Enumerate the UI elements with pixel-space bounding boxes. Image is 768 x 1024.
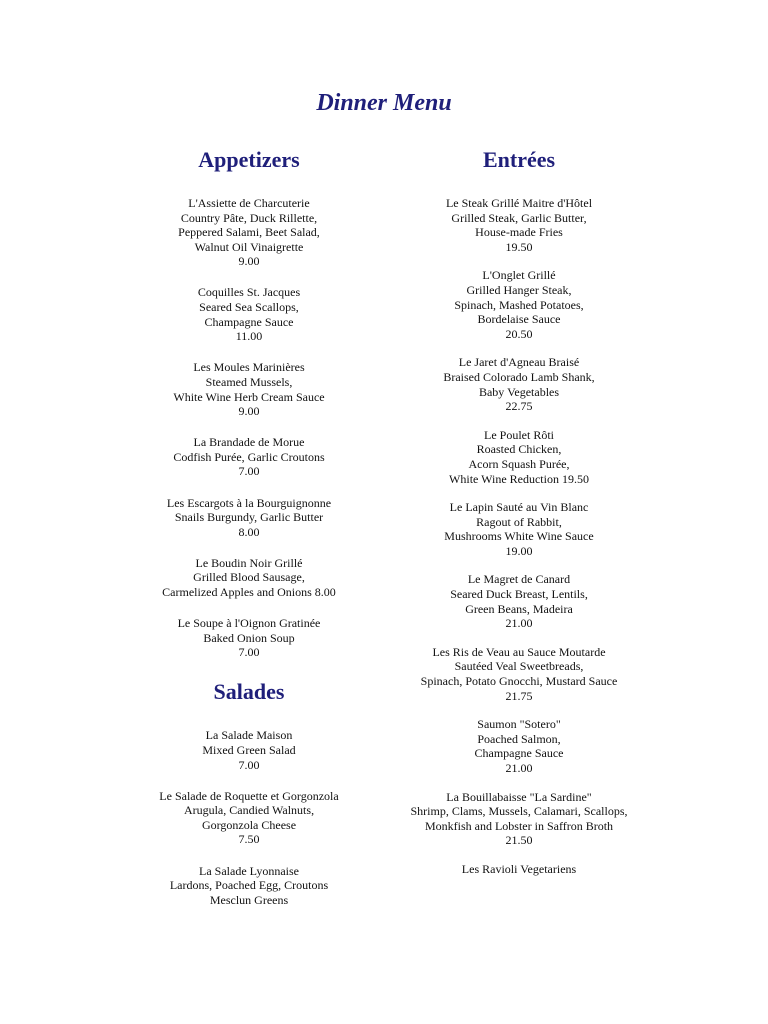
dish-detail: 7.00 — [238, 757, 260, 772]
dish-detail: Codfish Purée, Garlic Croutons — [173, 449, 325, 464]
dish-detail: Ragout of Rabbit, — [476, 514, 562, 529]
menu-item — [349, 790, 689, 848]
dish-detail: Grilled Steak, Garlic Butter, — [451, 210, 587, 225]
dish-detail: Monkfish and Lobster in Saffron Broth — [424, 818, 614, 833]
dish-detail: Gorgonzola Cheese — [201, 817, 297, 832]
dish-detail: Mixed Green Salad — [202, 742, 296, 757]
entrees-list — [349, 196, 689, 877]
dish-detail: Champagne Sauce — [474, 746, 564, 761]
dish-name: Le Poulet Rôti — [484, 427, 554, 442]
dish-detail: Grilled Blood Sausage, — [193, 570, 305, 585]
dish-detail: Carmelized Apples and Onions 8.00 — [162, 584, 336, 599]
dish-detail: 8.00 — [238, 524, 260, 539]
menu-item — [349, 355, 689, 413]
dish-detail: White Wine Herb Cream Sauce — [173, 389, 325, 404]
menu-item — [349, 645, 689, 703]
menu-item — [349, 572, 689, 630]
dish-name: Le Boudin Noir Grillé — [195, 555, 303, 570]
dish-name: Les Ravioli Vegetariens — [461, 861, 577, 876]
dish-detail: 22.75 — [505, 399, 533, 414]
menu-item — [349, 268, 689, 341]
dish-detail: Shrimp, Clams, Mussels, Calamari, Scallops, — [410, 804, 628, 819]
dish-detail: Braised Colorado Lamb Shank, — [443, 369, 595, 384]
dish-detail: 9.00 — [238, 254, 260, 269]
dish-detail: Bordelaise Sauce — [477, 312, 561, 327]
dish-detail: Seared Sea Scallops, — [199, 300, 299, 315]
dish-detail: Champagne Sauce — [204, 314, 294, 329]
dish-detail: Grilled Hanger Steak, — [466, 282, 572, 297]
dish-detail: 7.50 — [238, 832, 260, 847]
dish-name: L'Onglet Grillé — [482, 268, 556, 283]
dish-detail: Walnut Oil Vinaigrette — [194, 239, 304, 254]
dish-detail: 21.75 — [505, 688, 533, 703]
dish-name: Le Lapin Sauté au Vin Blanc — [449, 500, 589, 515]
dish-detail: Baby Vegetables — [478, 384, 560, 399]
menu-item — [349, 500, 689, 558]
dish-detail: House-made Fries — [475, 225, 563, 240]
menu-item — [349, 717, 689, 775]
dish-name: La Brandade de Morue — [193, 435, 305, 450]
dish-detail: 21.00 — [505, 616, 533, 631]
dish-detail: Acorn Squash Purée, — [468, 456, 570, 471]
dish-detail: 19.00 — [505, 543, 533, 558]
dish-name: Le Jaret d'Agneau Braisé — [458, 355, 580, 370]
dish-detail: Mesclun Greens — [209, 892, 289, 907]
menu-item — [349, 428, 689, 486]
dish-detail: Country Pâte, Duck Rillette, — [180, 210, 318, 225]
dish-detail: Roasted Chicken, — [476, 442, 562, 457]
dish-detail: Snails Burgundy, Garlic Butter — [174, 510, 324, 525]
dish-detail: 19.50 — [505, 239, 533, 254]
dish-name: Saumon "Sotero" — [477, 717, 561, 732]
dish-detail: 11.00 — [235, 329, 263, 344]
appetizers-heading: Appetizers — [198, 147, 300, 172]
dish-name: La Salade Lyonnaise — [199, 863, 299, 878]
dish-name: Les Ris de Veau au Sauce Moutarde — [432, 644, 606, 659]
dish-name: Les Escargots à la Bourguignonne — [166, 495, 332, 510]
menu-title: Dinner Menu — [316, 90, 452, 116]
dish-detail: Steamed Mussels, — [205, 374, 293, 389]
salades-heading: Salades — [213, 679, 285, 705]
dish-detail: Baked Onion Soup — [203, 630, 295, 645]
dish-detail: Spinach, Mashed Potatoes, — [454, 297, 584, 312]
dish-detail: 21.50 — [505, 833, 533, 848]
dish-name: Le Salade de Roquette et Gorgonzola — [159, 788, 339, 803]
dish-detail: White Wine Reduction 19.50 — [449, 471, 589, 486]
dish-detail: Mushrooms White Wine Sauce — [444, 529, 594, 544]
dish-detail: Green Beans, Madeira — [465, 601, 573, 616]
menu-item — [349, 862, 689, 877]
dish-detail: 9.00 — [238, 404, 260, 419]
dish-detail: 21.00 — [505, 761, 533, 775]
dish-name: La Bouillabaisse "La Sardine" — [446, 789, 592, 804]
dish-name: L'Assiette de Charcuterie — [188, 196, 310, 210]
right-column — [349, 144, 689, 891]
dish-name: La Salade Maison — [205, 728, 293, 743]
entrees-heading: Entrées — [482, 147, 556, 172]
dish-name: Le Magret de Canard — [467, 572, 571, 587]
menu-item — [349, 196, 689, 254]
dish-detail: Spinach, Potato Gnocchi, Mustard Sauce — [420, 674, 618, 689]
dish-name: Le Soupe à l'Oignon Gratinée — [177, 616, 321, 631]
dish-detail: Sautéed Veal Sweetbreads, — [454, 659, 584, 674]
dish-detail: Lardons, Poached Egg, Croutons — [169, 878, 329, 893]
dish-name: Les Moules Marinières — [193, 360, 305, 375]
dish-name: Coquilles St. Jacques — [197, 285, 301, 300]
dish-detail: Peppered Salami, Beet Salad, — [178, 225, 320, 240]
dish-detail: 7.00 — [238, 645, 260, 660]
dish-detail: Arugula, Candied Walnuts, — [183, 803, 315, 818]
dish-detail: Poached Salmon, — [477, 731, 561, 746]
dish-detail: 7.00 — [238, 464, 260, 479]
dish-detail: Seared Duck Breast, Lentils, — [450, 587, 588, 602]
dish-name: Le Steak Grillé Maitre d'Hôtel — [445, 196, 593, 210]
dish-detail: 20.50 — [505, 326, 533, 341]
